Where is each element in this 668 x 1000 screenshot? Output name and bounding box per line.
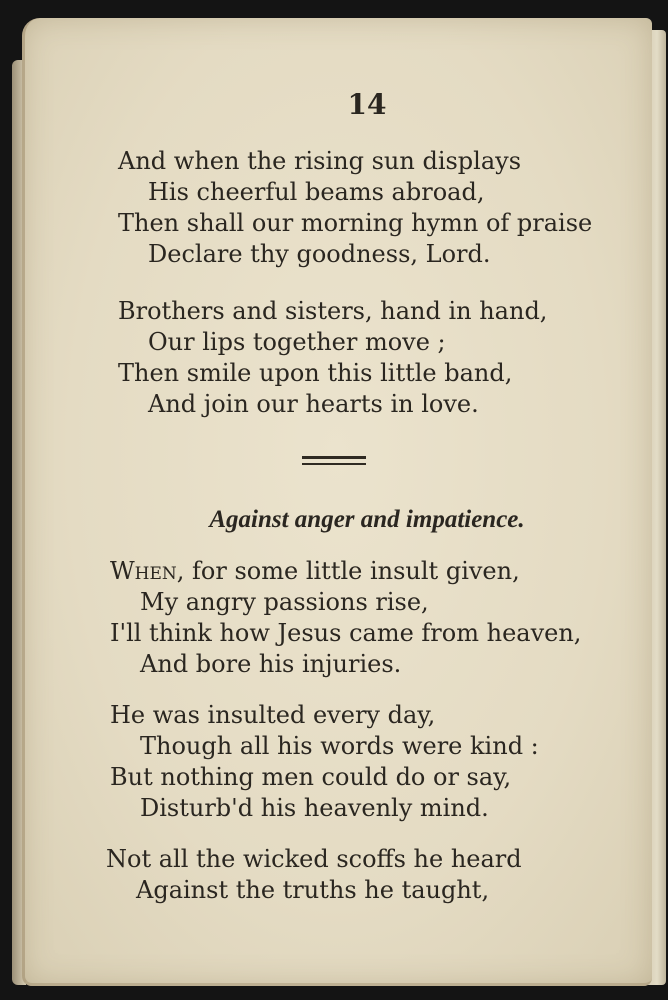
- section-divider-rule: [302, 456, 366, 465]
- verse-line: Against the truths he taught,: [136, 876, 490, 904]
- verse-line-rest: , for some little insult given,: [176, 557, 520, 585]
- verse-line: Our lips together move ;: [148, 328, 446, 356]
- stanza-3: [110, 556, 581, 680]
- book-page: [22, 18, 652, 986]
- stanza-1: [118, 146, 592, 270]
- verse-line: Then shall our morning hymn of praise: [118, 209, 593, 237]
- section-title: Against anger and impatience.: [209, 506, 525, 533]
- verse-line: Declare thy goodness, Lord.: [148, 240, 491, 268]
- verse-line: But nothing men could do or say,: [110, 763, 512, 791]
- stanza-5: [106, 844, 522, 906]
- verse-line: Though all his words were kind :: [140, 732, 539, 760]
- verse-line: Disturb'd his heavenly mind.: [140, 794, 489, 822]
- verse-line: And join our hearts in love.: [148, 390, 479, 418]
- verse-line: His cheerful beams abroad,: [148, 178, 485, 206]
- drop-word: When: [110, 557, 177, 585]
- verse-line: He was insulted every day,: [110, 701, 436, 729]
- page-number: 14: [347, 88, 387, 121]
- verse-line: Not all the wicked scoffs he heard: [106, 845, 522, 873]
- verse-line: I'll think how Jesus came from heaven,: [110, 619, 582, 647]
- verse-line: And bore his injuries.: [140, 650, 402, 678]
- stanza-2: [118, 296, 547, 420]
- stanza-4: [110, 700, 539, 824]
- verse-line: Then smile upon this little band,: [118, 359, 513, 387]
- verse-line: [110, 556, 581, 587]
- verse-line: And when the rising sun displays: [118, 147, 522, 175]
- verse-line: My angry passions rise,: [140, 588, 429, 616]
- verse-line: Brothers and sisters, hand in hand,: [118, 297, 548, 325]
